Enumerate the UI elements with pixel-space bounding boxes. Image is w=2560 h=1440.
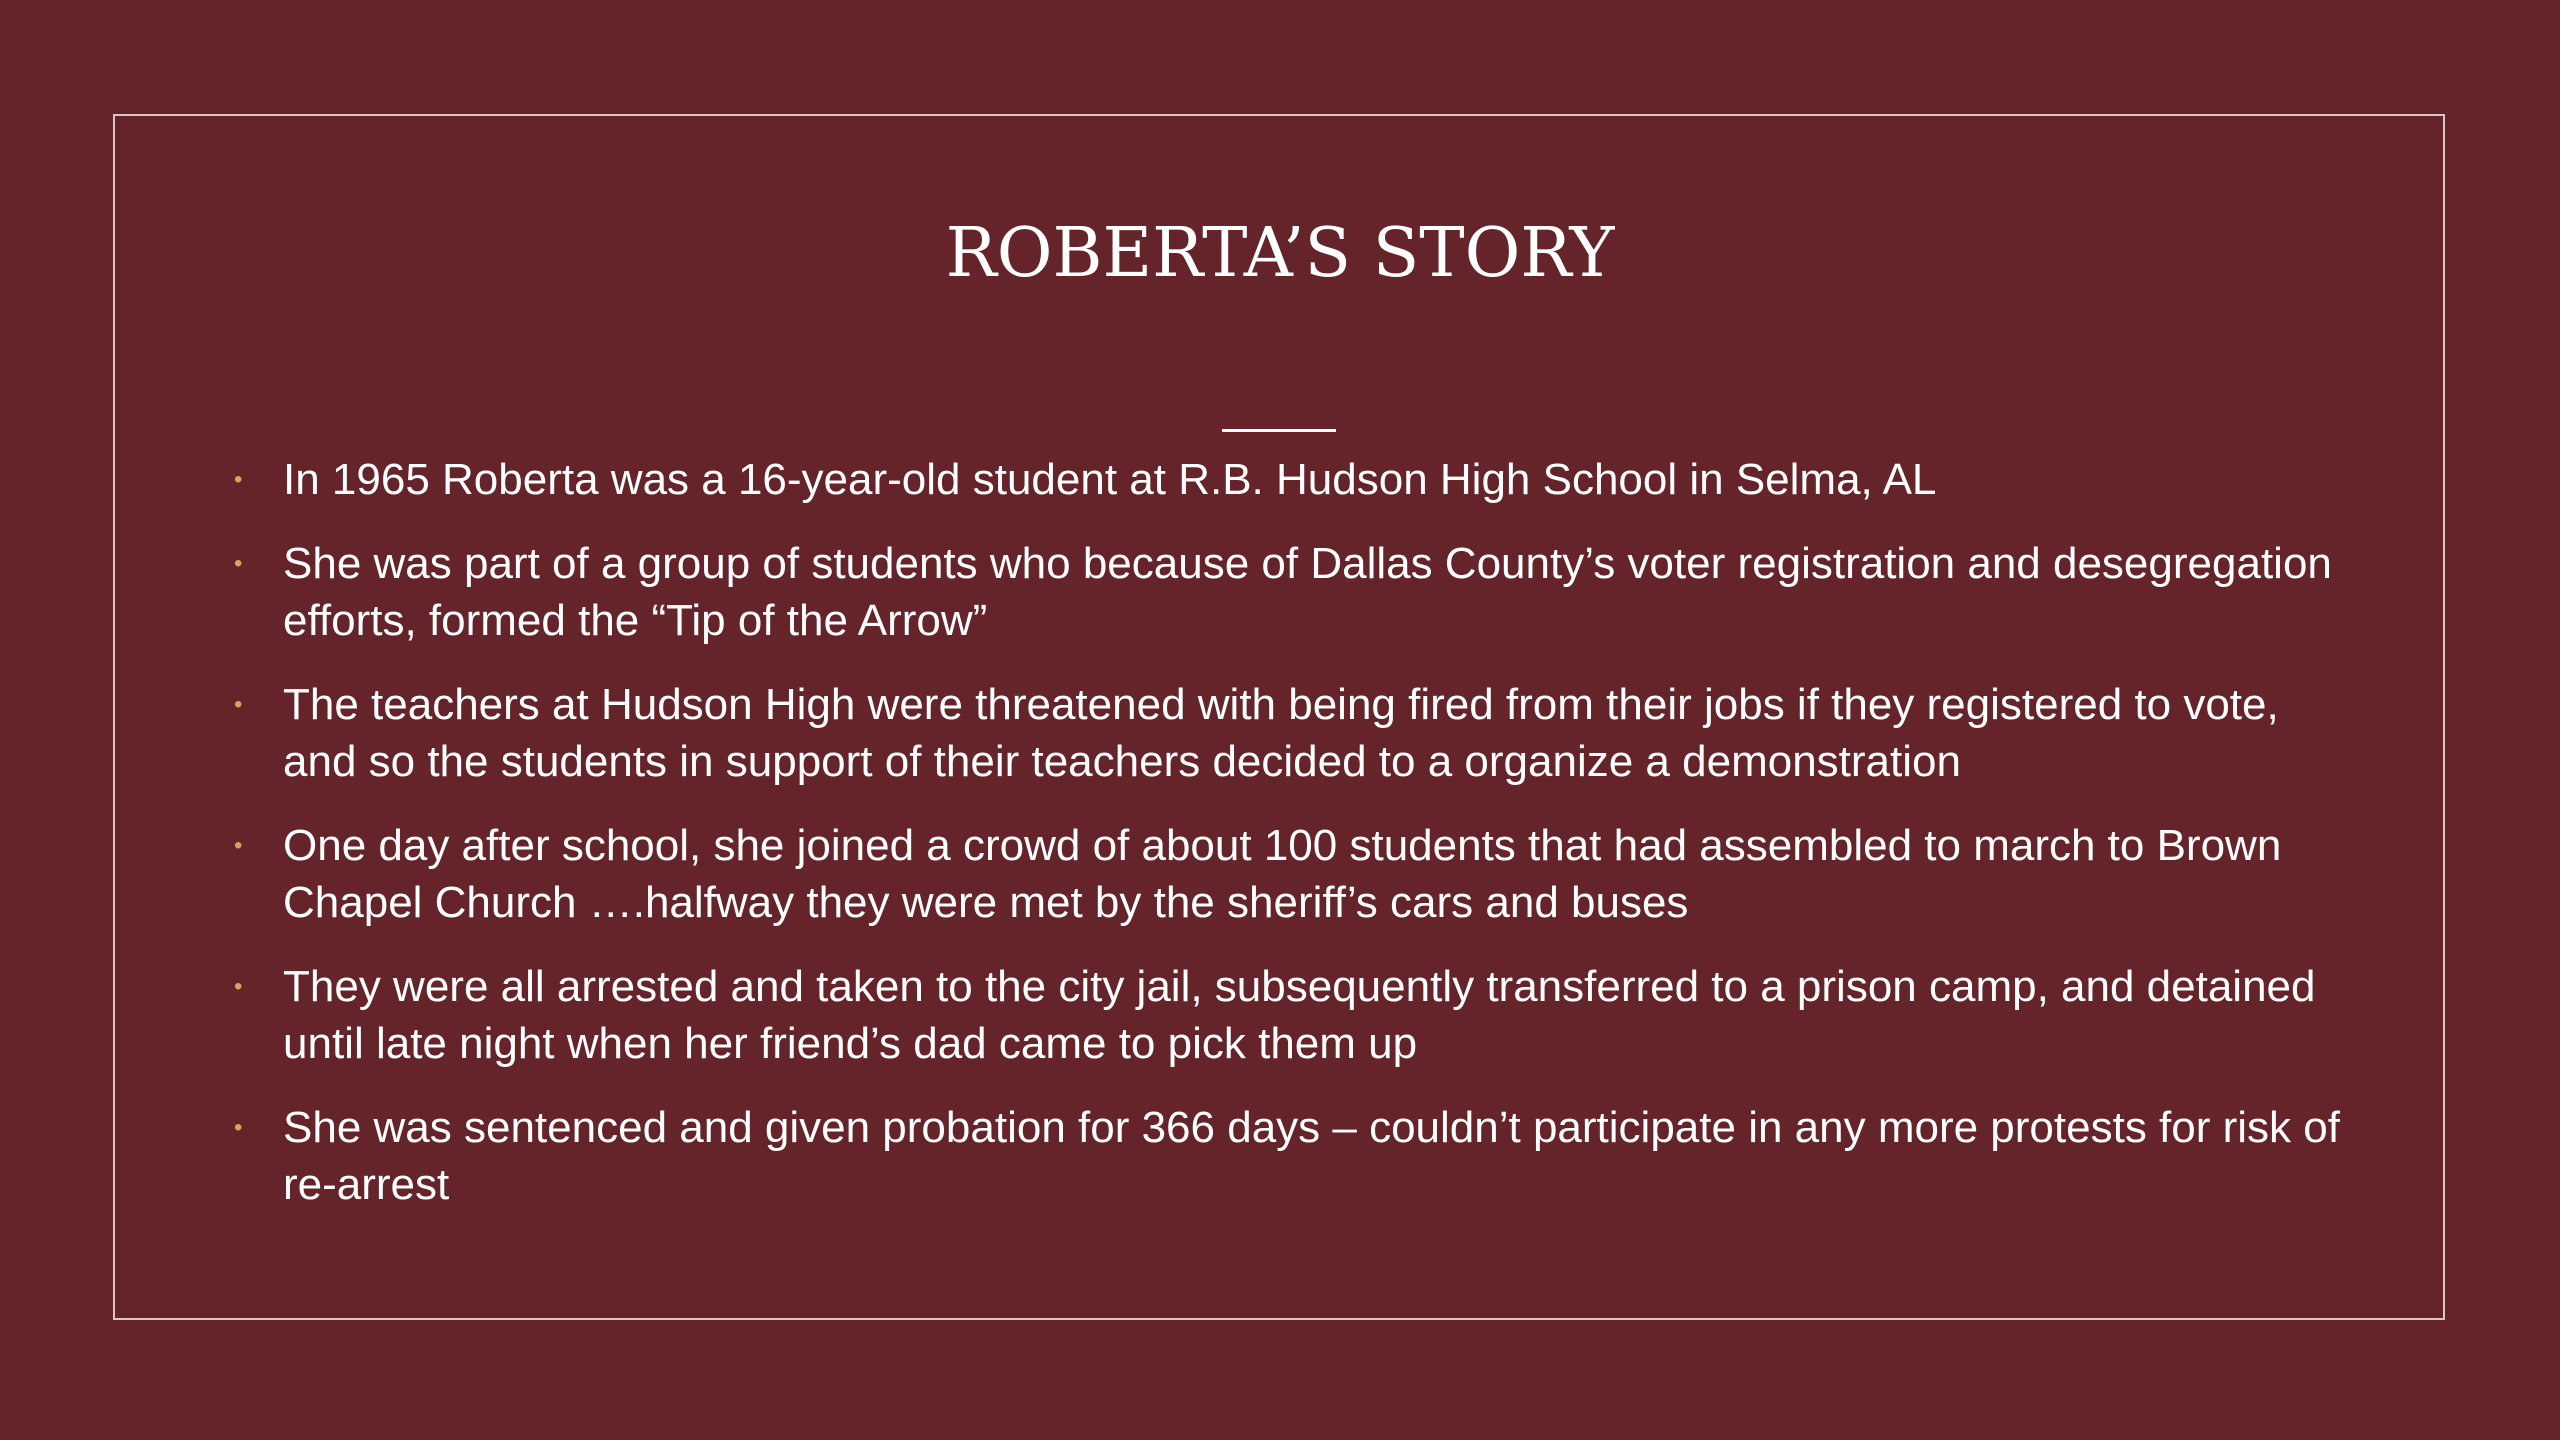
bullet-icon: • — [234, 550, 243, 577]
bullet-item — [230, 958, 2360, 1072]
bullet-text: They were all arrested and taken to the city jail, subsequently transferred to a prison camp, and detained until late night when her friend’s dad came to pick them up — [283, 962, 2316, 1068]
bullet-text: She was sentenced and given probation for 366 days – couldn’t participate in any more protests for risk of re-arrest — [283, 1103, 2340, 1209]
bullet-text: In 1965 Roberta was a 16-year-old student at R.B. Hudson High School in Selma, AL — [283, 455, 1937, 504]
bullet-text: One day after school, she joined a crowd of about 100 students that had assembled to march to Brown Chapel Church ….halfway they were met by the sheriff’s cars and buses — [283, 821, 2282, 927]
bullet-item — [230, 535, 2360, 649]
bullet-text: The teachers at Hudson High were threatened with being fired from their jobs if they registered to vote, and so the students in support of their teachers decided to a organize a demonstration — [283, 680, 2279, 786]
bullet-item — [230, 676, 2360, 790]
bullet-icon: • — [234, 1114, 243, 1141]
bullet-icon: • — [234, 691, 243, 718]
slide-title: ROBERTA’S STORY — [945, 214, 1615, 293]
bullet-text: She was part of a group of students who because of Dallas County’s voter registration and desegregation efforts, formed the “Tip of the Arrow” — [283, 539, 2332, 645]
bullet-list — [230, 451, 2360, 1240]
bullet-item — [230, 1099, 2360, 1213]
bullet-icon: • — [234, 973, 243, 1000]
title-underline — [1222, 429, 1336, 432]
bullet-icon: • — [234, 832, 243, 859]
bullet-item — [230, 817, 2360, 931]
bullet-item — [230, 451, 2360, 508]
bullet-icon: • — [234, 466, 243, 493]
